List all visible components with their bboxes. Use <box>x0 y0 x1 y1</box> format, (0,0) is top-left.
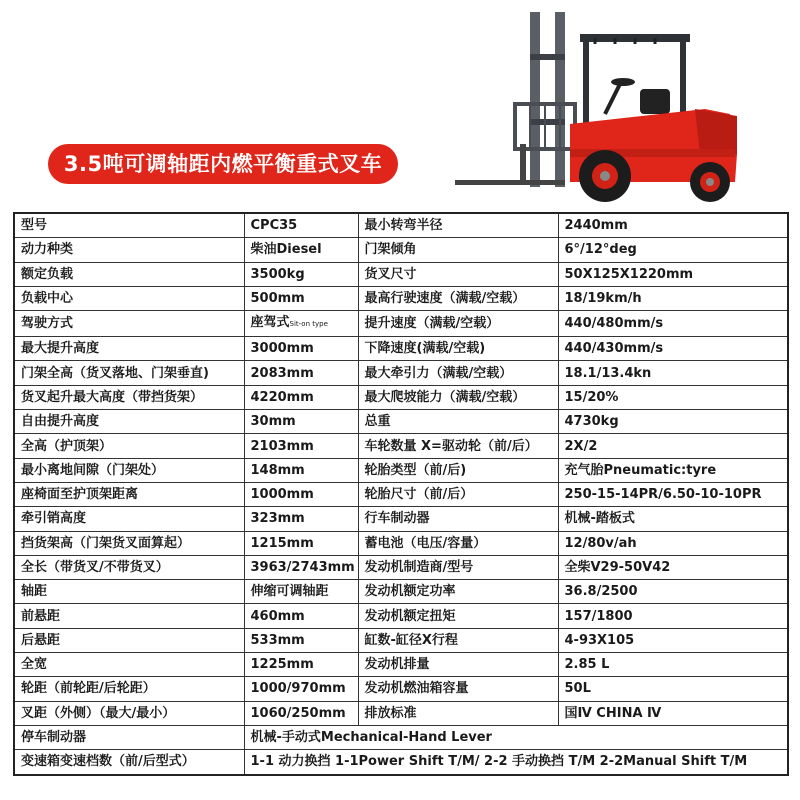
table-cell <box>14 286 244 310</box>
cell-text: CPC35 <box>250 218 298 234</box>
cell-note: Sit-on type <box>289 320 328 329</box>
table-cell <box>14 213 244 238</box>
cell-text: 2.85 L <box>564 657 610 673</box>
table-cell <box>14 337 244 361</box>
cell-text: 最小转弯半径 <box>364 218 443 234</box>
cell-text: 缸数-缸径X行程 <box>364 632 458 648</box>
cell-text: 18.1/13.4kn <box>564 365 652 381</box>
cell-text: 发动机排量 <box>364 657 430 673</box>
table-row <box>14 434 788 458</box>
cell-text: 发动机制造商/型号 <box>364 560 474 575</box>
cell-text: 发动机燃油箱容量 <box>364 681 469 697</box>
table-cell <box>358 628 558 652</box>
table-cell <box>558 677 788 701</box>
table-cell <box>244 410 358 434</box>
cell-text: 最大提升高度 <box>21 341 100 357</box>
table-cell <box>558 604 788 628</box>
table-cell <box>14 653 244 677</box>
cell-text: 1000/970mm <box>250 681 346 697</box>
table-cell <box>358 507 558 531</box>
cell-text: 2X/2 <box>564 438 598 454</box>
table-row <box>14 337 788 361</box>
cell-text: 充气胎Pneumatic:tyre <box>564 462 717 478</box>
title-banner: 3.5吨可调轴距内燃平衡重式叉车 <box>48 144 398 184</box>
table-row <box>14 604 788 628</box>
cell-text: 牵引销高度 <box>21 511 87 527</box>
table-cell <box>244 337 358 361</box>
cell-text: 下降速度(满载/空载) <box>364 341 486 357</box>
table-row <box>14 580 788 604</box>
table-cell <box>358 604 558 628</box>
table-cell <box>244 361 358 385</box>
cell-text: 2083mm <box>250 365 314 381</box>
cell-text: 4220mm <box>250 389 314 405</box>
table-cell <box>358 531 558 555</box>
table-cell <box>358 262 558 286</box>
table-row <box>14 555 788 579</box>
table-cell <box>14 262 244 286</box>
table-row <box>14 311 788 337</box>
table-row <box>14 458 788 482</box>
table-cell <box>358 213 558 238</box>
table-cell <box>558 262 788 286</box>
table-row <box>14 725 788 749</box>
table-cell <box>558 555 788 579</box>
table-cell <box>244 482 358 506</box>
cell-text: 叉距（外侧）（最大/最小） <box>21 705 176 721</box>
cell-text: 157/1800 <box>564 608 633 624</box>
cell-text: 车轮数量 X=驱动轮（前/后） <box>364 438 538 454</box>
cell-text: 排放标准 <box>364 705 417 721</box>
table-cell <box>14 482 244 506</box>
spec-table <box>13 212 789 776</box>
cell-text: 机械-手动式Mechanical-Hand Lever <box>250 730 492 746</box>
cell-text: 停车制动器 <box>21 730 87 746</box>
cell-text: 440/430mm/s <box>564 341 664 357</box>
table-cell <box>358 555 558 579</box>
table-cell <box>244 701 358 725</box>
cell-text: 1225mm <box>250 657 314 673</box>
cell-text: 负载中心 <box>21 291 74 307</box>
table-row <box>14 653 788 677</box>
table-cell <box>358 311 558 337</box>
table-cell <box>14 604 244 628</box>
table-cell <box>358 361 558 385</box>
table-row <box>14 701 788 725</box>
table-cell <box>558 238 788 262</box>
table-cell <box>14 725 244 749</box>
table-cell <box>558 653 788 677</box>
table-cell <box>14 410 244 434</box>
table-cell <box>558 482 788 506</box>
table-row <box>14 385 788 409</box>
table-cell <box>358 434 558 458</box>
cell-text: 动力种类 <box>21 242 74 258</box>
table-cell <box>558 311 788 337</box>
table-cell <box>358 482 558 506</box>
table-cell <box>358 701 558 725</box>
cell-text: 全长（带货叉/不带货叉） <box>21 560 169 575</box>
cell-text: 轴距 <box>21 584 48 600</box>
cell-text: 4730kg <box>564 414 619 430</box>
cell-text: 伸缩可调轴距 <box>250 584 329 600</box>
table-cell <box>358 653 558 677</box>
cell-text: 后悬距 <box>21 632 61 648</box>
cell-text: 货叉起升最大高度（带挡货架） <box>21 389 204 405</box>
table-cell <box>14 238 244 262</box>
table-row <box>14 507 788 531</box>
cell-text: 座椅面至护顶架距离 <box>21 487 139 503</box>
cell-text: 最大爬坡能力（满载/空载） <box>364 389 526 405</box>
cell-text: 提升速度（满载/空载） <box>364 316 500 332</box>
cell-text: 500mm <box>250 291 305 307</box>
cell-text: 最小离地间隙（门架处） <box>21 462 165 478</box>
cell-text: 最大牵引力（满载/空载） <box>364 365 513 381</box>
cell-text: 3000mm <box>250 341 314 357</box>
table-cell <box>14 701 244 725</box>
cell-text: 柴油Diesel <box>250 242 322 258</box>
table-cell <box>14 458 244 482</box>
cell-text: 1215mm <box>250 535 314 551</box>
table-row <box>14 238 788 262</box>
table-row <box>14 482 788 506</box>
table-cell <box>244 750 788 775</box>
table-cell <box>14 580 244 604</box>
cell-text: 自由提升高度 <box>21 414 100 430</box>
cell-text: 轮胎尺寸（前/后） <box>364 487 474 503</box>
cell-text: 座驾式 <box>250 315 290 331</box>
table-cell <box>558 701 788 725</box>
table-cell <box>558 337 788 361</box>
table-cell <box>244 555 358 579</box>
table-cell <box>244 286 358 310</box>
cell-text: 额定负载 <box>21 266 74 282</box>
cell-text: 533mm <box>250 632 305 648</box>
cell-text: 323mm <box>250 511 305 527</box>
table-cell <box>244 311 358 337</box>
cell-text: 1-1 动力换挡 1-1Power Shift T/M/ 2-2 手动换挡 T/M 2-2Manual Shift T/M <box>250 754 748 770</box>
table-cell <box>244 458 358 482</box>
table-cell <box>14 750 244 775</box>
table-cell <box>244 531 358 555</box>
cell-text: 门架倾角 <box>364 242 417 258</box>
table-cell <box>358 238 558 262</box>
table-cell <box>558 410 788 434</box>
table-row <box>14 213 788 238</box>
table-cell <box>558 213 788 238</box>
cell-text: 6°/12°deg <box>564 242 637 258</box>
table-cell <box>244 628 358 652</box>
table-cell <box>14 311 244 337</box>
cell-text: 12/80v/ah <box>564 535 637 551</box>
table-cell <box>558 286 788 310</box>
cell-text: 机械-踏板式 <box>564 511 635 527</box>
cell-text: 148mm <box>250 462 305 478</box>
table-row <box>14 410 788 434</box>
table-cell <box>358 286 558 310</box>
cell-text: 2103mm <box>250 438 314 454</box>
table-cell <box>244 580 358 604</box>
table-cell <box>558 361 788 385</box>
table-cell <box>244 434 358 458</box>
cell-text: 前悬距 <box>21 608 61 624</box>
cell-text: 轮距（前轮距/后轮距） <box>21 681 156 697</box>
cell-text: 36.8/2500 <box>564 584 638 600</box>
table-row <box>14 361 788 385</box>
table-row <box>14 628 788 652</box>
table-cell <box>244 507 358 531</box>
cell-text: 50X125X1220mm <box>564 266 694 282</box>
cell-text: 50L <box>564 681 591 697</box>
table-cell <box>14 628 244 652</box>
table-cell <box>244 677 358 701</box>
cell-text: 发动机额定功率 <box>364 584 456 600</box>
cell-text: 460mm <box>250 608 305 624</box>
cell-text: 2440mm <box>564 218 628 234</box>
cell-text: 全柴V29-50V42 <box>564 560 671 575</box>
table-cell <box>558 434 788 458</box>
cell-text: 变速箱变速档数（前/后型式） <box>21 754 195 770</box>
table-cell <box>244 385 358 409</box>
cell-text: 行车制动器 <box>364 511 430 527</box>
table-row <box>14 286 788 310</box>
table-cell <box>244 725 788 749</box>
forklift-image <box>455 4 755 204</box>
table-cell <box>244 213 358 238</box>
cell-text: 全宽 <box>21 657 48 673</box>
table-cell <box>14 677 244 701</box>
cell-text: 轮胎类型（前/后) <box>364 462 467 478</box>
cell-text: 门架全高（货叉落地、门架垂直) <box>21 365 209 381</box>
cell-text: 发动机额定扭矩 <box>364 608 456 624</box>
table-cell <box>558 628 788 652</box>
cell-text: 250-15-14PR/6.50-10-10PR <box>564 487 762 503</box>
cell-text: 挡货架高（门架货叉面算起） <box>21 535 191 551</box>
table-cell <box>14 434 244 458</box>
table-cell <box>244 653 358 677</box>
cell-text: 440/480mm/s <box>564 316 664 332</box>
table-row <box>14 750 788 775</box>
table-cell <box>558 385 788 409</box>
cell-text: 全高（护顶架） <box>21 438 113 454</box>
table-cell <box>14 531 244 555</box>
table-cell <box>14 555 244 579</box>
cell-text: 总重 <box>364 414 391 430</box>
cell-text: 3500kg <box>250 266 305 282</box>
table-row <box>14 531 788 555</box>
cell-text: 15/20% <box>564 389 619 405</box>
table-cell <box>358 580 558 604</box>
table-cell <box>244 238 358 262</box>
cell-text: 3963/2743mm <box>250 560 355 575</box>
cell-text: 1060/250mm <box>250 705 346 721</box>
table-cell <box>14 507 244 531</box>
table-row <box>14 677 788 701</box>
cell-text: 驾驶方式 <box>21 316 74 332</box>
table-cell <box>14 361 244 385</box>
cell-text: 型号 <box>21 218 48 234</box>
table-cell <box>244 262 358 286</box>
table-cell <box>14 385 244 409</box>
cell-text: 18/19km/h <box>564 291 642 307</box>
cell-text: 30mm <box>250 414 296 430</box>
cell-text: 货叉尺寸 <box>364 266 417 282</box>
cell-text: 蓄电池（电压/容量） <box>364 535 487 551</box>
table-cell <box>358 677 558 701</box>
table-cell <box>358 410 558 434</box>
cell-text: 1000mm <box>250 487 314 503</box>
table-row <box>14 262 788 286</box>
cell-text: 最高行驶速度（满载/空载） <box>364 291 526 307</box>
table-cell <box>358 337 558 361</box>
table-cell <box>558 507 788 531</box>
table-cell <box>558 458 788 482</box>
table-cell <box>358 385 558 409</box>
table-cell <box>358 458 558 482</box>
table-cell <box>558 580 788 604</box>
table-cell <box>244 604 358 628</box>
cell-text: 国Ⅳ CHINA Ⅳ <box>564 705 662 721</box>
cell-text: 4-93X105 <box>564 632 635 648</box>
table-cell <box>558 531 788 555</box>
